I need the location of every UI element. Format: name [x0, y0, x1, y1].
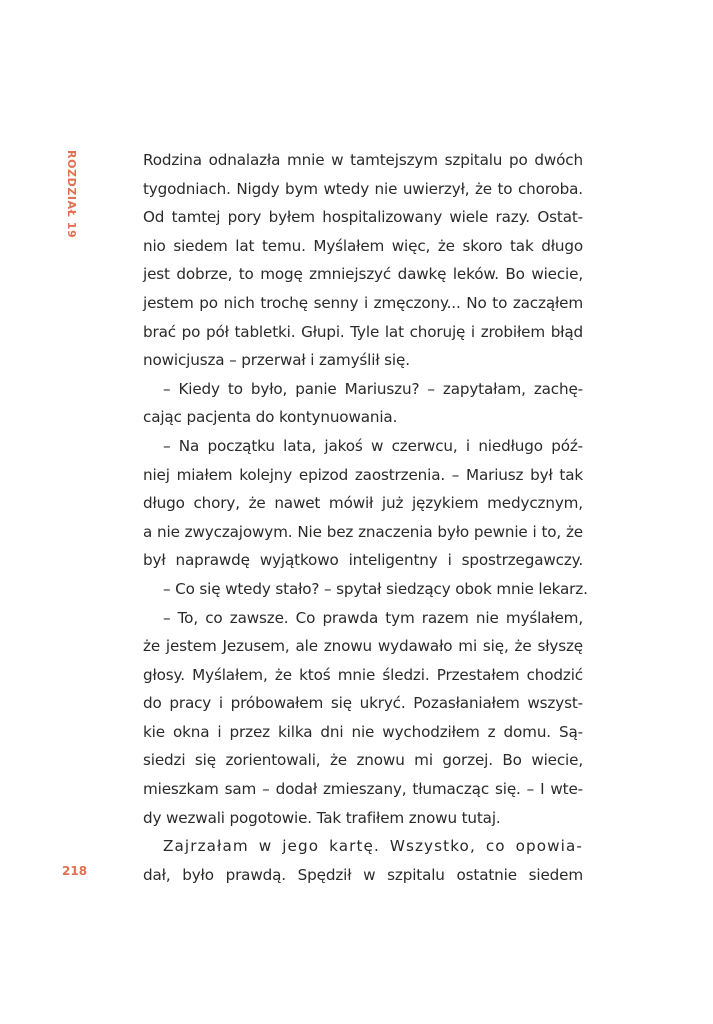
text-line: nowicjusza – przerwał i zamyślił się. — [143, 351, 410, 370]
text-line: – Kiedy to było, panie Mariuszu? – zapytałam, zachę- — [163, 379, 583, 398]
page-number: 218 — [62, 864, 88, 878]
text-line: nio siedem lat temu. Myślałem więc, że skoro tak długo — [143, 236, 583, 255]
text-line: że jestem Jezusem, ale znowu wydawało mi się, że słyszę — [143, 637, 583, 656]
text-line: brać po pół tabletki. Głupi. Tyle lat choruję i zrobiłem błąd — [143, 322, 583, 341]
text-line: mieszkam sam – dodał zmieszany, tłumacząc się. – I wte- — [143, 780, 583, 799]
text-line: Zajrzałam w jego kartę. Wszystko, co opowia- — [163, 837, 583, 856]
text-line: jestem po nich trochę senny i zmęczony... No to zacząłem — [143, 293, 583, 312]
text-line: – Na początku lata, jakoś w czerwcu, i niedługo póź- — [163, 436, 583, 455]
text-line: cając pacjenta do kontynuowania. — [143, 408, 398, 427]
text-line: – To, co zawsze. Co prawda tym razem nie myślałem, — [163, 608, 583, 627]
text-line: jest dobrze, to mogę zmniejszyć dawkę leków. Bo wiecie, — [143, 265, 583, 284]
text-line: dał, było prawdą. Spędził w szpitalu ostatnie siedem — [143, 865, 583, 884]
text-line: Rodzina odnalazła mnie w tamtejszym szpitalu po dwóch — [143, 151, 583, 169]
text-line: siedzi się zorientowali, że znowu mi gorzej. Bo wiecie, — [143, 751, 583, 770]
body-text — [143, 146, 588, 889]
text-line: głosy. Myślałem, że ktoś mnie śledzi. Przestałem chodzić — [143, 665, 583, 684]
text-line: był naprawdę wyjątkowo inteligentny i spostrzegawczy. — [143, 551, 583, 570]
text-line: dy wezwali pogotowie. Tak trafiłem znowu tutaj. — [143, 808, 501, 827]
text-line: – Co się wtedy stało? – spytał siedzący obok mnie lekarz. — [163, 579, 588, 598]
text-line: Od tamtej pory byłem hospitalizowany wiele razy. Ostat- — [143, 208, 583, 227]
text-line: długo chory, że nawet mówił już językiem medycznym, — [143, 494, 583, 513]
text-line: a nie zwyczajowym. Nie bez znaczenia było pewnie i to, że — [143, 522, 583, 541]
text-line: tygodniach. Nigdy bym wtedy nie uwierzył, że to choroba. — [143, 179, 583, 198]
chapter-label: ROZDZIAŁ 19 — [65, 150, 78, 239]
text-line: niej miałem kolejny epizod zaostrzenia. – Mariusz był tak — [143, 465, 583, 484]
text-line: do pracy i próbowałem się ukryć. Pozasłaniałem wszyst- — [143, 694, 583, 713]
text-line: kie okna i przez kilka dni nie wychodziłem z domu. Są- — [143, 722, 583, 741]
